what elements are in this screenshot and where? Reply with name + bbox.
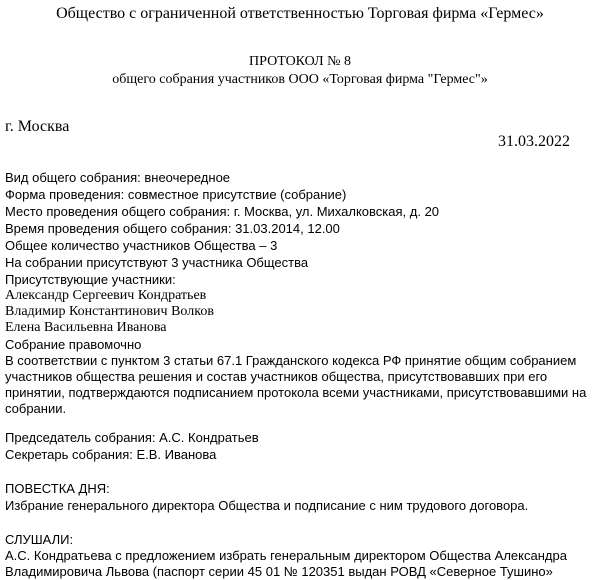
protocol-date: 31.03.2022 (498, 133, 570, 150)
protocol-subtitle: общего собрания участников ООО «Торговая фирма "Гермес"» (112, 72, 488, 87)
present-count: На собрании присутствуют 3 участника Общества (5, 255, 309, 270)
present-label: Присутствующие участники: (5, 272, 176, 287)
meeting-time: Время проведения общего собрания: 31.03.2014, 12.00 (5, 221, 340, 236)
participant-2: Владимир Константинович Волков (5, 304, 214, 319)
heard-label: СЛУШАЛИ: (5, 532, 74, 547)
chairman: Председатель собрания: А.С. Кондратьев (5, 430, 259, 445)
agenda-label: ПОВЕСТКА ДНЯ: (5, 481, 110, 496)
meeting-form: Форма проведения: совместное присутствие (собрание) (5, 187, 347, 202)
legal-basis-paragraph: В соответствии с пунктом 3 статьи 67.1 Гражданского кодекса РФ принятие общим собранием участников общества решения и состав участников общества, присутствовавших при его принятии, подтверждаются подписанием протокола всеми участниками, присутствовавшими на собрании. (5, 353, 587, 416)
participant-3: Елена Васильевна Иванова (5, 320, 167, 335)
participant-1: Александр Сергеевич Кондратьев (5, 288, 207, 303)
document-body (5, 169, 597, 580)
city: г. Москва (5, 118, 70, 135)
organization-name: Общество с ограниченной ответственностью Торговая фирма «Гермес» (56, 5, 544, 22)
total-participants: Общее количество участников Общества – 3 (5, 238, 278, 253)
meeting-type: Вид общего собрания: внеочередное (5, 170, 231, 185)
quorum-status: Собрание правомочно (5, 337, 142, 352)
secretary: Секретарь собрания: Е.В. Иванова (5, 447, 217, 462)
protocol-title: ПРОТОКОЛ № 8 (249, 54, 351, 69)
agenda-item: Избрание генерального директора Общества и подписание с ним трудового договора. (5, 498, 529, 513)
heard-text: А.С. Кондратьева с предложением избрать генеральным директором Общества Александра Владимировича Львова (паспорт серии 45 01 № 120351 выдан РОВД «Северное Тушино» (5, 548, 567, 579)
meeting-place: Место проведения общего собрания: г. Москва, ул. Михалковская, д. 20 (5, 204, 440, 219)
